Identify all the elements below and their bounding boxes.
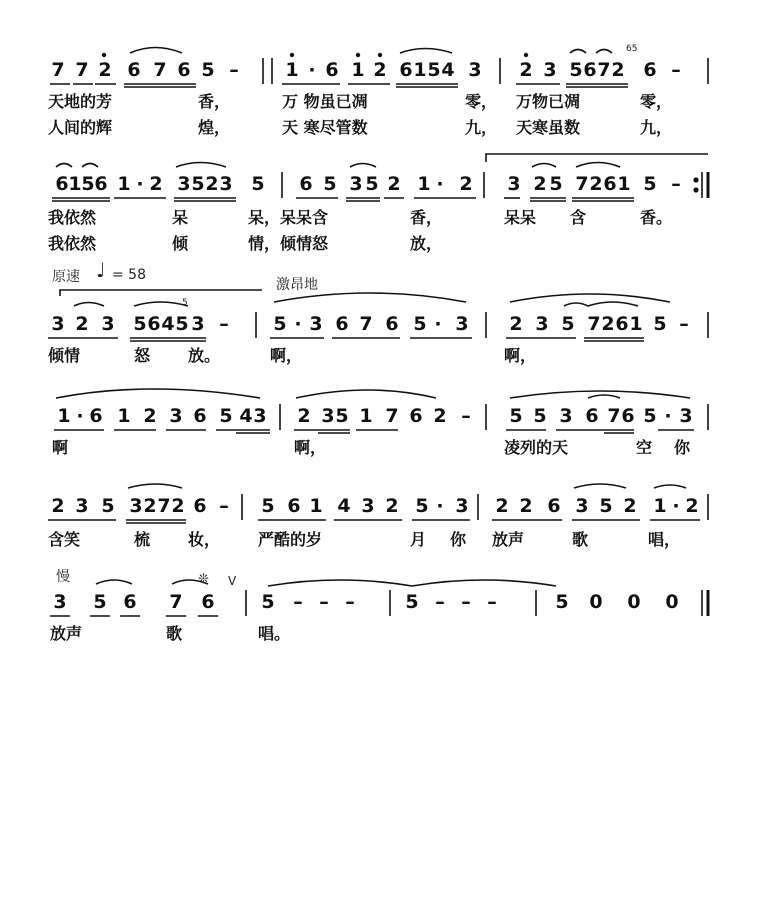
note: 2	[143, 405, 157, 427]
lyric: 你	[674, 438, 691, 457]
lyric: 零，	[465, 92, 498, 111]
note: 1	[359, 405, 373, 427]
note: 6	[177, 59, 191, 81]
note: 2	[601, 313, 615, 335]
note: 7	[575, 173, 589, 195]
lyric: 倾	[172, 234, 189, 253]
lyric: 放声	[50, 624, 83, 643]
note: 2	[385, 495, 399, 517]
note: 5	[549, 173, 563, 195]
note: 3	[321, 405, 335, 427]
note: 1	[413, 59, 427, 81]
lyric: 你	[450, 530, 467, 549]
note: 2	[171, 495, 185, 517]
note: 5	[569, 59, 583, 81]
note: 7	[157, 495, 171, 517]
note: 2	[98, 59, 112, 81]
note: –	[229, 59, 239, 81]
note: 7	[597, 59, 611, 81]
note: 5	[643, 405, 657, 427]
lyric: 空	[636, 438, 653, 457]
note: ·	[76, 405, 84, 427]
note: 5	[413, 313, 427, 335]
note: 7	[587, 313, 601, 335]
note: 5	[101, 495, 115, 517]
note: 6	[287, 495, 301, 517]
note: 5	[261, 591, 275, 613]
note: 3	[535, 313, 549, 335]
lyric: 放声	[492, 530, 525, 549]
note: 3	[191, 313, 205, 335]
note: –	[461, 591, 471, 613]
note: 3	[468, 59, 482, 81]
breath-mark: V	[228, 574, 237, 588]
lyric: 香，	[410, 208, 443, 227]
note: 2	[373, 59, 387, 81]
note: 2	[387, 173, 401, 195]
lyric: 啊	[52, 438, 69, 457]
note: 6	[409, 405, 423, 427]
lyric: 放，	[410, 234, 443, 253]
note: 6	[89, 405, 103, 427]
lyric: 人间的辉	[48, 118, 113, 137]
system-1-notes	[0, 58, 763, 84]
note: 2	[623, 495, 637, 517]
lyric: 啊，	[270, 346, 303, 365]
lyric-line-1	[0, 208, 763, 230]
note: 6	[193, 495, 207, 517]
note: 6	[547, 495, 561, 517]
note: 5	[643, 173, 657, 195]
note: 2	[685, 495, 699, 517]
lyric: 啊，	[294, 438, 327, 457]
lyric: 啊，	[504, 346, 537, 365]
note: 2	[533, 173, 547, 195]
note: 5	[251, 173, 265, 195]
system-2-notes	[0, 172, 763, 198]
note: 6	[385, 313, 399, 335]
note: 5	[323, 173, 337, 195]
system-4-notes	[0, 404, 763, 430]
note: 2	[589, 173, 603, 195]
lyric-line-1	[0, 624, 763, 646]
note: 1	[57, 405, 71, 427]
note: 2	[51, 495, 65, 517]
tempo-value: = 58	[112, 267, 146, 283]
note: 3	[309, 313, 323, 335]
note: 5	[415, 495, 429, 517]
note: 3	[169, 405, 183, 427]
lyric-line-1	[0, 530, 763, 552]
note: –	[219, 313, 229, 335]
note: 7	[359, 313, 373, 335]
lyric: 天寒虽数	[516, 118, 581, 137]
lyric: 倾情	[48, 346, 81, 365]
note: 5	[219, 405, 233, 427]
lyric: 情，倾情怒	[248, 234, 329, 253]
lyric-line-1	[0, 92, 763, 114]
grace-note-label: 65	[626, 44, 638, 54]
note: 6	[127, 59, 141, 81]
note: 3	[559, 405, 573, 427]
note: –	[671, 173, 681, 195]
note: 7	[169, 591, 183, 613]
lyric: 我依然	[48, 208, 97, 227]
note: 3	[101, 313, 115, 335]
lyric: 九，	[640, 118, 673, 137]
note: 5	[405, 591, 419, 613]
note: 1	[653, 495, 667, 517]
note: –	[293, 591, 303, 613]
lyric: 天 寒尽管数	[282, 118, 368, 137]
note: 5	[533, 405, 547, 427]
note: 4	[441, 59, 455, 81]
expression-mark: 激昂地	[276, 277, 318, 293]
note: 3	[219, 173, 233, 195]
lyric: 我依然	[48, 234, 97, 253]
lyric: 呆	[172, 208, 189, 227]
note: 1	[629, 313, 643, 335]
note: 5	[561, 313, 575, 335]
note: 3	[129, 495, 143, 517]
note: 5	[201, 59, 215, 81]
lyric: 万物已凋	[516, 92, 581, 111]
lyric: 妆，	[188, 530, 221, 549]
fermata-icon: ❊	[198, 572, 209, 587]
note: ·	[136, 173, 144, 195]
note: 1	[309, 495, 323, 517]
note: 6	[123, 591, 137, 613]
note: ·	[308, 59, 316, 81]
note: 6	[94, 173, 108, 195]
note: 5	[335, 405, 349, 427]
note: 7	[607, 405, 621, 427]
lyric: 严酷的岁	[258, 530, 323, 549]
lyric: 九，	[465, 118, 498, 137]
note: 3	[575, 495, 589, 517]
note: 6	[147, 313, 161, 335]
note: 6	[615, 313, 629, 335]
expression-mark: 慢	[56, 569, 70, 585]
note: 6	[335, 313, 349, 335]
note: 6	[193, 405, 207, 427]
note: 3	[349, 173, 363, 195]
note: –	[345, 591, 355, 613]
lyric-line-2	[0, 234, 763, 256]
note: 5	[509, 405, 523, 427]
note: 1	[117, 405, 131, 427]
lyric: 香，	[198, 92, 231, 111]
note: 5	[273, 313, 287, 335]
note: 5	[175, 313, 189, 335]
note: ·	[294, 313, 302, 335]
note: 0	[589, 591, 603, 613]
lyric: 天地的芳	[48, 92, 113, 111]
note: –	[679, 313, 689, 335]
lyric: 歌	[572, 530, 589, 549]
note: 2	[459, 173, 473, 195]
note: 1	[117, 173, 131, 195]
note: 4	[337, 495, 351, 517]
lyric: 含	[570, 208, 587, 227]
note: 6	[299, 173, 313, 195]
note: –	[319, 591, 329, 613]
lyric: 唱。	[258, 624, 291, 643]
lyric: 凌列的天	[504, 438, 569, 457]
note: 3	[455, 495, 469, 517]
note: 3	[253, 405, 267, 427]
lyric: 呆，呆呆含	[248, 208, 329, 227]
note: 2	[611, 59, 625, 81]
note: 3	[53, 591, 67, 613]
note: 3	[177, 173, 191, 195]
note: 3	[75, 495, 89, 517]
note: ·	[664, 405, 672, 427]
note: –	[487, 591, 497, 613]
note: 1	[351, 59, 365, 81]
note: 6	[643, 59, 657, 81]
note: 6	[325, 59, 339, 81]
lyric-line-1	[0, 438, 763, 460]
note: 2	[519, 59, 533, 81]
note: 2	[143, 495, 157, 517]
note: –	[219, 495, 229, 517]
tempo-label: 原速	[52, 269, 80, 285]
note: –	[435, 591, 445, 613]
note: 1	[285, 59, 299, 81]
quarter-note-icon: ♩	[96, 258, 106, 282]
note: ·	[434, 313, 442, 335]
note: 5	[93, 591, 107, 613]
note: 2	[297, 405, 311, 427]
note: 2	[509, 313, 523, 335]
note: 1	[417, 173, 431, 195]
note: 6	[621, 405, 635, 427]
note: 0	[665, 591, 679, 613]
system-3-notes	[0, 312, 763, 338]
note: 7	[51, 59, 65, 81]
note: 6	[201, 591, 215, 613]
note: 0	[627, 591, 641, 613]
note: 3	[507, 173, 521, 195]
note: 2	[149, 173, 163, 195]
lyric: 月	[410, 530, 427, 549]
lyric-line-2	[0, 118, 763, 140]
note: 7	[75, 59, 89, 81]
note: 3	[455, 313, 469, 335]
lyric: 歌	[166, 624, 183, 643]
note: 6	[55, 173, 69, 195]
note: 4	[239, 405, 253, 427]
note: 5	[427, 59, 441, 81]
note: 7	[153, 59, 167, 81]
note: 1	[68, 173, 82, 195]
lyric: 万 物虽已凋	[282, 92, 368, 111]
note: ·	[436, 495, 444, 517]
grace-note-5: 5	[182, 298, 188, 308]
note: 3	[361, 495, 375, 517]
note: 5	[599, 495, 613, 517]
lyric: 含笑	[48, 530, 81, 549]
note: 2	[519, 495, 533, 517]
system-5-notes	[0, 494, 763, 520]
note: 1	[617, 173, 631, 195]
system-6-notes	[0, 590, 763, 616]
note: 7	[385, 405, 399, 427]
note: 5	[191, 173, 205, 195]
note: 4	[161, 313, 175, 335]
lyric-line-1	[0, 346, 763, 368]
note: 6	[603, 173, 617, 195]
note: 2	[433, 405, 447, 427]
note: 2	[75, 313, 89, 335]
note: 6	[583, 59, 597, 81]
note: 6	[585, 405, 599, 427]
note: 5	[365, 173, 379, 195]
lyric: 香。	[640, 208, 673, 227]
note: ·	[436, 173, 444, 195]
lyric: 呆呆	[504, 208, 537, 227]
lyric: 零，	[640, 92, 673, 111]
lyric: 放。	[188, 346, 221, 365]
note: 6	[399, 59, 413, 81]
lyric: 煌，	[198, 118, 231, 137]
note: 2	[495, 495, 509, 517]
note: 2	[205, 173, 219, 195]
note: 3	[679, 405, 693, 427]
note: 5	[653, 313, 667, 335]
note: 5	[81, 173, 95, 195]
note: 5	[555, 591, 569, 613]
lyric: 怒	[134, 346, 151, 365]
note: ·	[672, 495, 680, 517]
lyric: 唱，	[648, 530, 681, 549]
note: 3	[51, 313, 65, 335]
note: 3	[543, 59, 557, 81]
note: 5	[261, 495, 275, 517]
note: –	[671, 59, 681, 81]
note: 5	[133, 313, 147, 335]
lyric: 梳	[134, 530, 151, 549]
note: –	[461, 405, 471, 427]
